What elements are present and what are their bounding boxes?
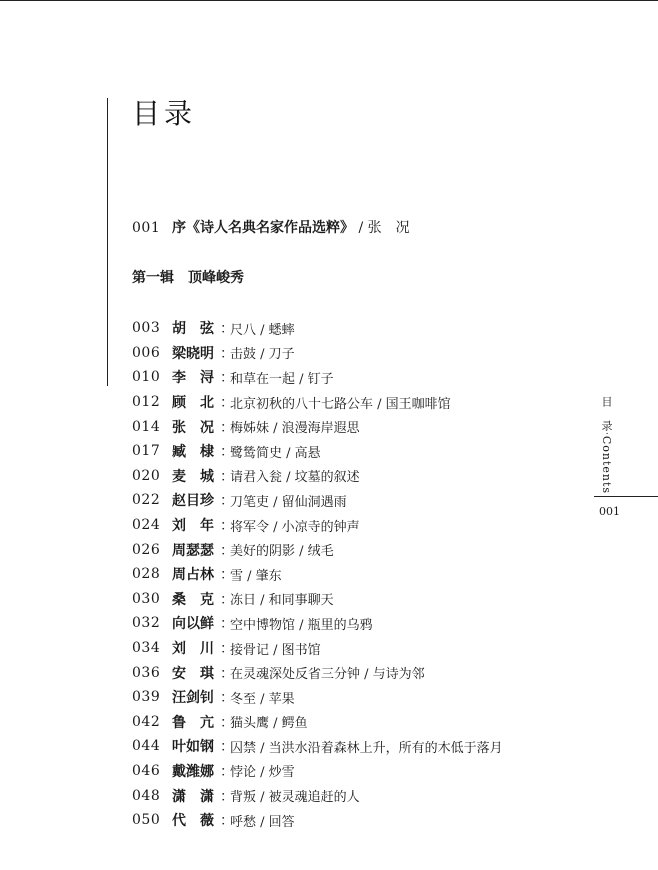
entry-titles: 和草在一起 / 钉子 xyxy=(230,371,334,387)
running-header-contents: Contents xyxy=(600,435,613,495)
toc-entry[interactable] xyxy=(132,808,503,833)
entry-page-number: 039 xyxy=(132,689,161,706)
entry-page-number: 022 xyxy=(132,492,161,509)
entry-page-number: 028 xyxy=(132,566,161,583)
entry-author: 周瑟瑟 xyxy=(172,542,214,559)
entry-colon: ： xyxy=(220,714,234,731)
entry-colon: ： xyxy=(220,321,234,338)
entry-author: 梁晓明 xyxy=(172,345,214,362)
entry-titles: 击鼓 / 刀子 xyxy=(230,347,295,363)
toc-entry[interactable] xyxy=(132,611,503,636)
entry-page-number: 032 xyxy=(132,615,161,632)
entry-page-number: 006 xyxy=(132,344,161,361)
entry-colon: ： xyxy=(220,567,234,584)
entry-author: 代 薇 xyxy=(172,813,214,830)
entry-page-number: 014 xyxy=(132,418,161,435)
entry-author: 周占林 xyxy=(172,567,214,584)
entry-colon: ： xyxy=(220,690,234,707)
side-rule xyxy=(594,496,658,497)
entry-colon: ： xyxy=(220,616,234,633)
entry-author: 李 浔 xyxy=(172,370,214,387)
entry-colon: ： xyxy=(220,493,234,510)
entry-colon: ： xyxy=(220,468,234,485)
page-title: 目录 xyxy=(132,97,197,130)
entry-author: 张 况 xyxy=(172,419,214,436)
entry-author: 麦 城 xyxy=(172,468,214,485)
entry-page-number: 048 xyxy=(132,787,161,804)
entry-titles: 刀笔吏 / 留仙洞遇雨 xyxy=(230,494,347,510)
left-margin-rule xyxy=(107,98,108,386)
entry-author: 汪剑钊 xyxy=(172,690,214,707)
preface-separator: / xyxy=(354,220,368,236)
entry-titles: 鹭鸶简史 / 高悬 xyxy=(230,445,321,461)
preface-page-number: 001 xyxy=(132,220,161,236)
entry-page-number: 020 xyxy=(132,467,161,484)
section-heading: 第一辑 顶峰峻秀 xyxy=(132,270,244,286)
toc-entry[interactable] xyxy=(132,390,503,415)
entry-titles: 尺八 / 蟋蟀 xyxy=(230,322,295,338)
preface-entry[interactable] xyxy=(132,218,410,238)
entry-colon: ： xyxy=(220,518,234,535)
entry-colon: ： xyxy=(220,444,234,461)
entry-colon: ： xyxy=(220,763,234,780)
preface-author: 张 况 xyxy=(367,220,410,236)
toc-entry[interactable] xyxy=(132,439,503,464)
entry-page-number: 050 xyxy=(132,812,161,829)
entry-author: 戴潍娜 xyxy=(172,763,214,780)
entry-author: 鲁 亢 xyxy=(172,714,214,731)
running-header xyxy=(596,396,616,494)
toc-entry[interactable] xyxy=(132,587,503,612)
entry-titles: 空中博物馆 / 瓶里的乌鸦 xyxy=(230,617,373,633)
entry-colon: ： xyxy=(220,665,234,682)
entry-author: 顾 北 xyxy=(172,395,214,412)
entry-page-number: 024 xyxy=(132,517,161,534)
entry-titles: 悖论 / 炒雪 xyxy=(230,765,295,781)
entry-titles: 在灵魂深处反省三分钟 / 与诗为邻 xyxy=(230,667,425,683)
toc-entry[interactable] xyxy=(132,660,503,685)
toc-entry[interactable] xyxy=(132,759,503,784)
entry-titles: 北京初秋的八十七路公车 / 国王咖啡馆 xyxy=(230,396,451,412)
entry-author: 刘 年 xyxy=(172,518,214,535)
entry-page-number: 044 xyxy=(132,738,161,755)
entry-titles: 背叛 / 被灵魂追赶的人 xyxy=(230,790,360,806)
entry-titles: 冻日 / 和同事聊天 xyxy=(230,593,334,609)
entry-author: 潇 潇 xyxy=(172,788,214,805)
toc-entry[interactable] xyxy=(132,464,503,489)
toc-list xyxy=(132,316,503,832)
toc-entry[interactable] xyxy=(132,341,503,366)
entry-author: 赵目珍 xyxy=(172,493,214,510)
entry-author: 叶如钢 xyxy=(172,739,214,756)
entry-colon: ： xyxy=(220,591,234,608)
entry-colon: ： xyxy=(220,395,234,412)
entry-colon: ： xyxy=(220,739,234,756)
entry-titles: 将军令 / 小凉寺的钟声 xyxy=(230,519,360,535)
entry-page-number: 034 xyxy=(132,640,161,657)
entry-page-number: 017 xyxy=(132,443,161,460)
entry-page-number: 026 xyxy=(132,541,161,558)
toc-entry[interactable] xyxy=(132,414,503,439)
entry-colon: ： xyxy=(220,788,234,805)
entry-author: 桑 克 xyxy=(172,591,214,608)
entry-author: 安 琪 xyxy=(172,665,214,682)
entry-page-number: 012 xyxy=(132,394,161,411)
entry-colon: ： xyxy=(220,641,234,658)
toc-entry[interactable] xyxy=(132,783,503,808)
toc-entry[interactable] xyxy=(132,710,503,735)
entry-page-number: 030 xyxy=(132,590,161,607)
toc-entry[interactable] xyxy=(132,734,503,759)
toc-entry[interactable] xyxy=(132,365,503,390)
entry-titles: 雪 / 肇东 xyxy=(230,568,282,584)
toc-entry[interactable] xyxy=(132,562,503,587)
running-header-dot: · xyxy=(601,432,611,436)
entry-page-number: 046 xyxy=(132,762,161,779)
entry-titles: 接骨记 / 图书馆 xyxy=(230,642,321,658)
entry-titles: 梅姊妹 / 浪漫海岸遐思 xyxy=(230,421,360,437)
entry-author: 胡 弦 xyxy=(172,321,214,338)
entry-titles: 冬至 / 苹果 xyxy=(230,691,295,707)
top-rule xyxy=(0,0,658,1)
toc-entry[interactable] xyxy=(132,488,503,513)
entry-titles: 请君入瓮 / 坟墓的叙述 xyxy=(230,470,360,486)
entry-colon: ： xyxy=(220,542,234,559)
entry-page-number: 010 xyxy=(132,369,161,386)
entry-titles: 美好的阴影 / 绒毛 xyxy=(230,544,334,560)
entry-colon: ： xyxy=(220,345,234,362)
entry-page-number: 036 xyxy=(132,664,161,681)
entry-titles: 猫头鹰 / 鳄鱼 xyxy=(230,716,308,732)
entry-colon: ： xyxy=(220,813,234,830)
entry-titles: 囚禁 / 当洪水沿着森林上升，所有的木低于落月 xyxy=(230,740,503,756)
toc-entry[interactable] xyxy=(132,316,503,341)
preface-title: 序《诗人名典名家作品选粹》 xyxy=(172,220,354,236)
entry-colon: ： xyxy=(220,419,234,436)
toc-entry[interactable] xyxy=(132,685,503,710)
toc-entry[interactable] xyxy=(132,636,503,661)
entry-colon: ： xyxy=(220,370,234,387)
toc-entry[interactable] xyxy=(132,513,503,538)
entry-titles: 呼愁 / 回答 xyxy=(230,814,295,830)
entry-page-number: 042 xyxy=(132,713,161,730)
entry-page-number: 003 xyxy=(132,320,161,337)
toc-entry[interactable] xyxy=(132,537,503,562)
page-number: 001 xyxy=(599,505,620,518)
entry-author: 刘 川 xyxy=(172,641,214,658)
entry-author: 臧 棣 xyxy=(172,444,214,461)
running-header-label: 目 录 xyxy=(600,396,613,432)
entry-author: 向以鲜 xyxy=(172,616,214,633)
